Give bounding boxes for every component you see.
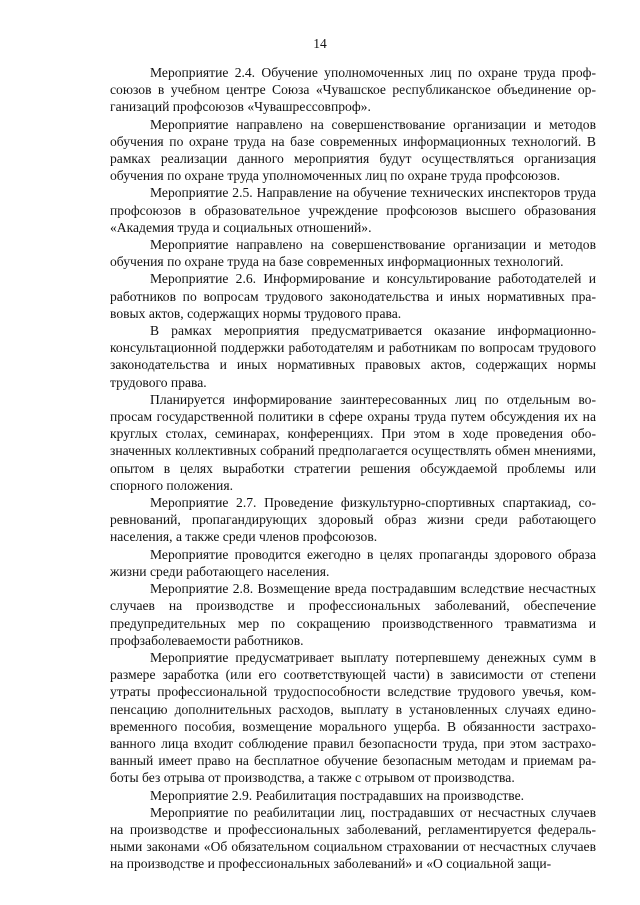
- paragraph-measure-2-9-title: Мероприятие 2.9. Реабилитация пострадавших на производстве.: [150, 787, 525, 803]
- paragraph-measure-2-5-description: Мероприятие направлено на совершенствование организации и методов обучения по охране труда на базе современных информационных технологий.: [110, 237, 596, 270]
- page-number: 14: [313, 36, 327, 51]
- paragraph-measure-2-8-title: Мероприятие 2.8. Возмещение вреда пострадавшим вследствие несчастных случаев на производстве и профессиональных заболеваний, обеспечение предупредительных мер по сокращению производственного травматизма и профзаболеваемости работников.: [110, 581, 596, 648]
- paragraph-measure-2-5-title: Мероприятие 2.5. Направление на обучение технических инспекторов труда профсоюзов в образовательное учреждение профсоюзов высшего образования «Академия труда и социальных отношений».: [110, 185, 596, 235]
- paragraph-measure-2-6-description: В рамках мероприятия предусматривается оказание информационно-консультационной поддержки работодателям и работникам по вопросам трудового законодательства и иных нормативных правовых актов, содержащих нормы трудового права.: [110, 323, 596, 390]
- paragraph-measure-2-8-description: Мероприятие предусматривает выплату потерпевшему денежных сумм в размере заработка (или его соответствующей части) в зависимости от степени утраты профессиональной трудоспособности вследствие трудового увечья, компенсацию дополнительных расходов, выплату в установленных случаях единовременного пособия, возмещение морального ущерба. В обязанности застрахованного лица входит соблюдение правил безопасности труда, при этом застрахованный имеет право на бесплатное обучение безопасным методам и приемам работы без отрыва от производства, а также с отрывом от производства.: [110, 649, 596, 786]
- paragraph-measure-2-6-title: Мероприятие 2.6. Информирование и консультирование работодателей и работников по вопросам трудового законодательства и иных нормативных правовых актов, содержащих нормы трудового права.: [110, 271, 596, 321]
- paragraph-measure-2-7-description: Мероприятие проводится ежегодно в целях пропаганды здорового образа жизни среди работающего населения.: [110, 546, 596, 579]
- body-text: [110, 64, 596, 873]
- paragraph-measure-2-7-title: Мероприятие 2.7. Проведение физкультурно-спортивных спартакиад, соревнований, пропагандирующих здоровый образ жизни среди работающего населения, а также среди членов профсоюзов.: [110, 495, 596, 545]
- paragraph-measure-2-9-description: Мероприятие по реабилитации лиц, пострадавших от несчастных случаев на производстве и профессиональных заболеваний, регламентируется федеральными законами «Об обязательном социальном страховании от несчастных случаев на производстве и профессиональных заболеваний» и «О социальной защи-: [110, 804, 596, 872]
- paragraph-measure-2-4-title: Мероприятие 2.4. Обучение уполномоченных лиц по охране труда профсоюзов в учебном центре Союза «Чувашское республиканское объединение организаций профсоюзов «Чувашрессовпроф».: [110, 65, 596, 115]
- paragraph-measure-2-4-description: Мероприятие направлено на совершенствование организации и методов обучения по охране труда на базе современных информационных технологий. В рамках реализации данного мероприятия будут осуществляться организация обучения по охране труда уполномоченных лиц по охране труда профсоюзов.: [110, 116, 596, 184]
- paragraph-measure-2-6-planning: Планируется информирование заинтересованных лиц по отдельным вопросам государственной политики в сфере охраны труда путем обсуждения их на круглых столах, семинарах, конференциях. При этом в ходе проведения обозначенных коллективных собраний предполагается осуществлять обмен мнениями, опытом в целях выработки стратегии решения обсуждаемой проблемы или спорного положения.: [110, 391, 596, 493]
